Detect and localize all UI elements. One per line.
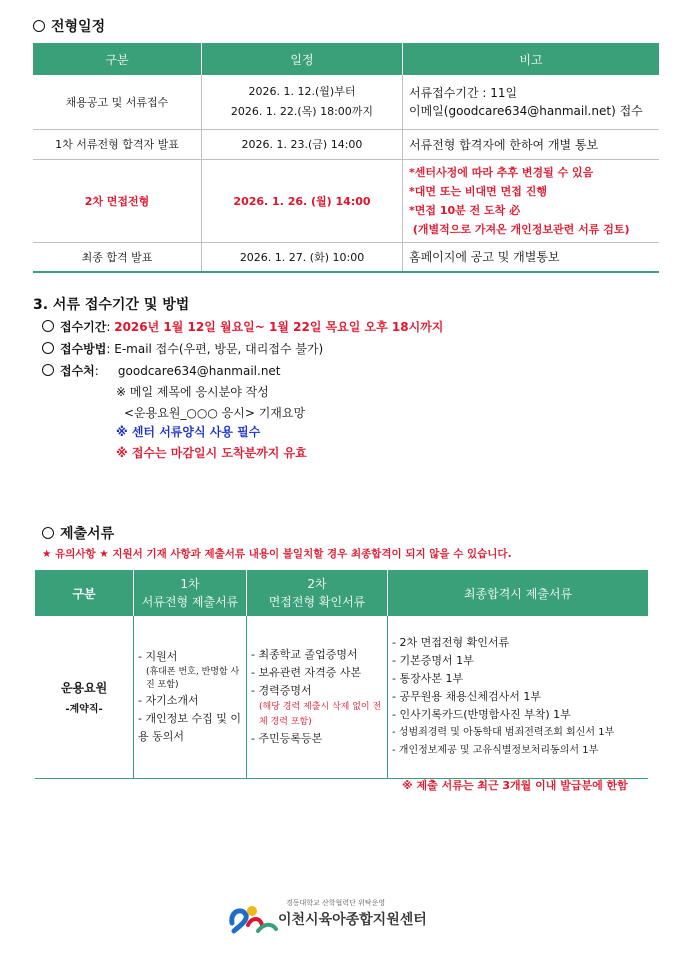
docs-final-list bbox=[388, 616, 649, 778]
note-line: *센터사정에 따라 추후 변경될 수 있음 bbox=[409, 165, 594, 179]
method-label: 접수방법 bbox=[60, 342, 107, 356]
note-line: (개별적으로 가져온 개인정보관련 서류 검토) bbox=[409, 222, 630, 236]
date-line: 2026. 1. 12.(월)부터 bbox=[248, 84, 356, 98]
note-form-required: ※ 센터 서류양식 사용 필수 bbox=[116, 425, 261, 439]
table-row bbox=[33, 159, 659, 242]
note-deadline: ※ 접수는 마감일시 도착분까지 유효 bbox=[116, 446, 307, 460]
section3-heading: 3. 서류 접수기간 및 방법 bbox=[33, 297, 190, 313]
list-item: - 기본증명서 1부 bbox=[392, 653, 474, 667]
list-item: - 개인정보 수집 및 이용 동의서 bbox=[138, 711, 241, 743]
list-item: - 개인정보제공 및 고유식별정보처리동의서 1부 bbox=[392, 744, 599, 756]
schedule-header-category: 구분 bbox=[33, 43, 202, 75]
note-format: <운용요원_○○○ 응시> 기재요망 bbox=[124, 406, 306, 420]
method-line: 접수방법: E-mail 접수(우편, 방문, 대리접수 불가) bbox=[42, 340, 323, 357]
list-item: (휴대폰 번호, 반명함 사진 포함) bbox=[146, 666, 240, 690]
logo-mark-icon bbox=[228, 901, 284, 937]
list-item: - 성범죄경력 및 아동학대 범죄전력조회 회신서 1부 bbox=[392, 726, 615, 738]
list-item: - 통장사본 1부 bbox=[392, 671, 464, 685]
schedule-date bbox=[202, 75, 403, 129]
documents-table bbox=[35, 570, 648, 779]
schedule-header-date: 일정 bbox=[202, 43, 403, 75]
schedule-note bbox=[403, 159, 660, 242]
place-value: goodcare634@hanmail.net bbox=[117, 364, 281, 378]
list-item: - 2차 면접전형 확인서류 bbox=[392, 635, 510, 649]
docs-header-final: 최종합격시 제출서류 bbox=[388, 570, 649, 616]
role-type: -계약직- bbox=[65, 703, 103, 715]
list-item: - 자기소개서 bbox=[138, 693, 199, 707]
list-item: - 주민등록등본 bbox=[251, 731, 323, 745]
note-line: 서류접수기간 : 11일 bbox=[409, 85, 518, 100]
documents-warning: ★ 유의사항 ★ 지원서 기재 사항과 제출서류 내용이 불일치할 경우 최종합격이 되지 않을 수 있습니다. bbox=[42, 548, 512, 560]
schedule-category: 1차 서류전형 합격자 발표 bbox=[33, 129, 202, 159]
table-row bbox=[33, 129, 659, 159]
center-name: 이천시육아종합지원센터 bbox=[278, 912, 427, 928]
documents-heading bbox=[42, 523, 114, 543]
period-line: 접수기간: 2026년 1월 12일 월요일~ 1월 22일 목요일 오후 18시까지 bbox=[42, 318, 443, 335]
circle-bullet-icon bbox=[42, 342, 54, 354]
list-item: - 최종학교 졸업증명서 bbox=[251, 647, 358, 661]
docs-first-list bbox=[134, 616, 247, 778]
circle-bullet-icon bbox=[33, 20, 45, 32]
docs-header-first: 1차 서류전형 제출서류 bbox=[134, 570, 247, 616]
schedule-note: 서류전형 합격자에 한하여 개별 통보 bbox=[403, 129, 660, 159]
documents-heading-text: 제출서류 bbox=[60, 526, 115, 542]
schedule-date: 2026. 1. 23.(금) 14:00 bbox=[202, 129, 403, 159]
period-value: 2026년 1월 12일 월요일~ 1월 22일 목요일 오후 18시까지 bbox=[114, 320, 444, 334]
place-label: 접수처 bbox=[60, 364, 95, 378]
period-label: 접수기간 bbox=[60, 320, 107, 334]
schedule-heading bbox=[33, 16, 105, 36]
list-item: (해당 경력 제출시 삭제 없이 전체 경력 포함) bbox=[259, 701, 382, 727]
docs-role bbox=[35, 616, 134, 778]
documents-footnote: ※ 제출 서류는 최근 3개월 이내 발급분에 한함 bbox=[402, 779, 628, 792]
schedule-note: 홈페이지에 공고 및 개별통보 bbox=[403, 242, 660, 272]
circle-bullet-icon bbox=[42, 527, 54, 539]
schedule-note bbox=[403, 75, 660, 129]
list-item: - 공무원용 채용신체검사서 1부 bbox=[392, 689, 541, 703]
schedule-category: 채용공고 및 서류접수 bbox=[33, 75, 202, 129]
list-item: - 보유관련 자격증 사본 bbox=[251, 665, 362, 679]
schedule-heading-text: 전형일정 bbox=[51, 19, 106, 35]
circle-bullet-icon bbox=[42, 320, 54, 332]
place-line: 접수처: goodcare634@hanmail.net bbox=[42, 362, 281, 379]
schedule-header-note: 비고 bbox=[403, 43, 660, 75]
schedule-category: 2차 면접전형 bbox=[33, 159, 202, 242]
table-row bbox=[35, 616, 648, 778]
note-title: ※ 메일 제목에 응시분야 작성 bbox=[116, 385, 269, 399]
circle-bullet-icon bbox=[42, 364, 54, 376]
schedule-table bbox=[33, 43, 659, 273]
schedule-category: 최종 합격 발표 bbox=[33, 242, 202, 272]
org-line: 경동대학교 산학협력단 위탁운영 bbox=[286, 899, 386, 907]
docs-header-second: 2차 면접전형 확인서류 bbox=[247, 570, 388, 616]
list-item: - 경력증명서 bbox=[251, 683, 312, 697]
method-value: E-mail 접수(우편, 방문, 대리접수 불가) bbox=[114, 342, 324, 356]
list-item: - 지원서 bbox=[138, 649, 178, 663]
docs-second-list bbox=[247, 616, 388, 778]
list-item: - 인사기록카드(반명함사진 부착) 1부 bbox=[392, 707, 571, 721]
note-line: 이메일(goodcare634@hanmail.net) 접수 bbox=[409, 103, 643, 118]
role-name: 운용요원 bbox=[60, 680, 108, 695]
table-row bbox=[33, 242, 659, 272]
date-line: 2026. 1. 22.(목) 18:00까지 bbox=[230, 104, 374, 118]
table-row bbox=[33, 75, 659, 129]
schedule-date: 2026. 1. 26. (월) 14:00 bbox=[202, 159, 403, 242]
note-line: *면접 10분 전 도착 必 bbox=[409, 203, 521, 217]
schedule-date: 2026. 1. 27. (화) 10:00 bbox=[202, 242, 403, 272]
note-line: *대면 또는 비대면 면접 진행 bbox=[409, 184, 547, 198]
docs-header-category: 구분 bbox=[35, 570, 134, 616]
